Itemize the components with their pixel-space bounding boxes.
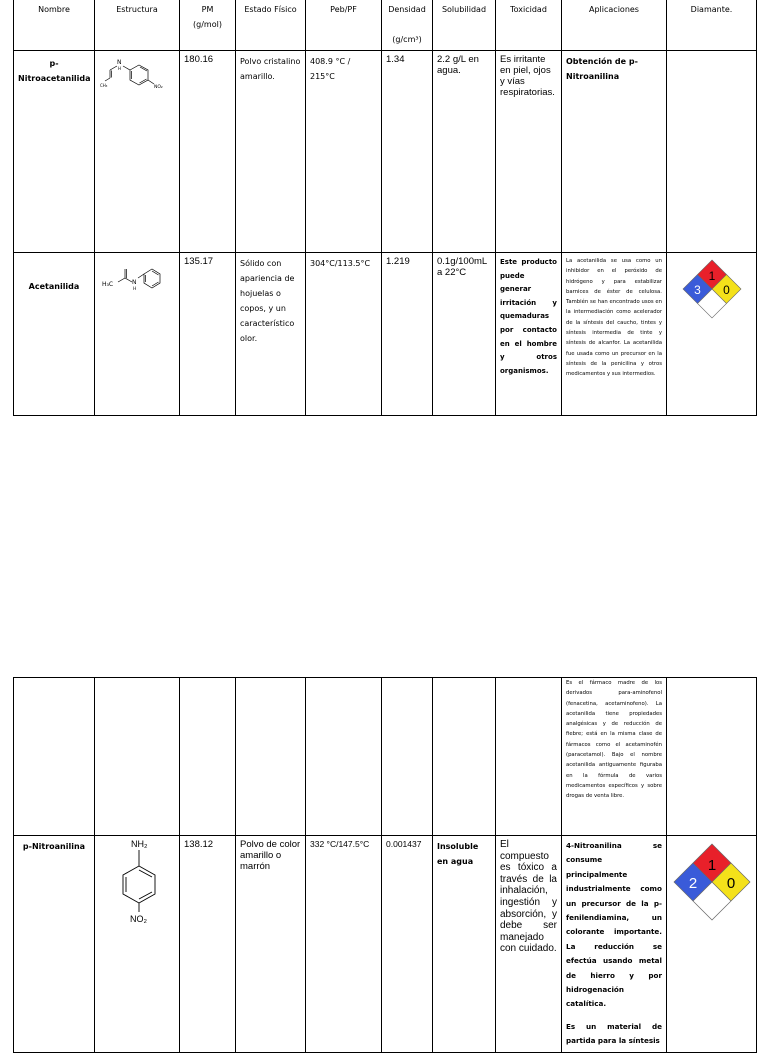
- diamante-cell: [667, 836, 757, 1053]
- header-pm: [180, 0, 236, 51]
- empty-cell: [14, 678, 95, 836]
- header-pm-label: PM: [201, 5, 214, 14]
- empty-cell: [496, 678, 562, 836]
- aplicaciones-cell: Obtención de p-Nitroanilina: [562, 51, 667, 253]
- no2-label: NO₂: [130, 914, 147, 924]
- pm-cell: 135.17: [180, 253, 236, 416]
- header-toxicidad: Toxicidad: [496, 0, 562, 51]
- aplicaciones-continued-cell: Es el fármaco madre de los derivados para-aminofenol (fenacetina, acetaminofeno). La acetanilida tiene propiedades analgésicas y de reducción de fiebre; está en la misma clase de fármacos como el acetaminofén (paracetamol). Bajo el nombre acetanilida antiguamente figuraba en la fórmula de varios medicamentos específicos y sobre drogas de venta libre.: [562, 678, 667, 836]
- nh-h-label: H: [133, 287, 137, 292]
- peb-cell: 408.9 °C / 215°C: [306, 51, 382, 253]
- estado-cell: Sólido con apariencia de hojuelas o copos, y un característico olor.: [236, 253, 306, 416]
- toxicidad-cell: El compuesto es tóxico a través de la inhalación, ingestión y absorción, y debe ser manejado con cuidado.: [496, 836, 562, 1053]
- nh-h-label: H: [118, 66, 122, 71]
- aplicaciones-paragraph-1: 4-Nitroanilina se consume principalmente industrialmente como un precursor de la p-fenilendiamina, un colorante importante. La reducción se efectúa usando metal de hierro y por hidrogenación catalítica.: [566, 841, 662, 1009]
- empty-cell: [667, 678, 757, 836]
- header-aplicaciones: Aplicaciones: [562, 0, 667, 51]
- p-nitroaniline-structure: [95, 836, 179, 928]
- densidad-cell: 0.001437: [382, 836, 433, 1053]
- row-acetanilida: [14, 253, 757, 416]
- h3c-label: H₃C: [102, 281, 114, 288]
- nh2-label: NH₂: [131, 839, 148, 849]
- nfpa-diamond: [679, 256, 745, 322]
- estado-cell: Polvo de color amarillo o marrón: [236, 836, 306, 1053]
- row-p-nitroacetanilida: [14, 51, 757, 253]
- nh-label: N: [117, 59, 122, 66]
- nombre-cell: p-Nitroacetanilida: [14, 51, 95, 253]
- row-acetanilida-continued: [14, 678, 757, 836]
- toxicidad-cell: Este producto puede generar irritación y quemaduras por contacto en el hombre y otros organismos.: [496, 253, 562, 416]
- structure-cell: [95, 253, 180, 416]
- compounds-table-top: [13, 0, 757, 416]
- peb-cell: 304°C/113.5°C: [306, 253, 382, 416]
- row-p-nitroanilina: [14, 836, 757, 1053]
- pm-cell: 138.12: [180, 836, 236, 1053]
- header-densidad-unit: (g/cm³): [392, 35, 422, 44]
- nfpa-diamond: [669, 839, 755, 925]
- acetanilide-structure: [98, 256, 176, 300]
- header-densidad: [382, 0, 433, 51]
- solubilidad-cell: 0.1g/100mL a 22°C: [433, 253, 496, 416]
- aplicaciones-cell: La acetanilida se usa como un inhibidor en el peróxido de hidrógeno y para estabilizar barnices de éster de celulosa. También se han encontrado usos en la intermediación como acelerador de la síntesis del caucho, tintes y síntesis intermedia de tinte y síntesis de alcanfor. La acetanilida fue usada como un precursor en la síntesis de la penicilina y otros medicamentos y sus intermedios.: [562, 253, 667, 416]
- header-solubilidad: Solubilidad: [433, 0, 496, 51]
- nfpa-health-value: 3: [693, 283, 701, 297]
- estado-cell: Polvo cristalino amarillo.: [236, 51, 306, 253]
- header-row: [14, 0, 757, 51]
- empty-cell: [433, 678, 496, 836]
- structure-cell: [95, 51, 180, 253]
- nfpa-reactivity-value: 0: [722, 283, 730, 297]
- structure-cell: [95, 836, 180, 1053]
- densidad-cell: 1.219: [382, 253, 433, 416]
- header-pm-unit: (g/mol): [193, 20, 222, 29]
- solubilidad-cell: Insoluble en agua: [433, 836, 496, 1053]
- nfpa-health-value: 2: [688, 875, 697, 892]
- p-nitroacetanilide-structure: [98, 54, 176, 100]
- no2-label: NO₂: [154, 85, 163, 90]
- header-peb: Peb/PF: [306, 0, 382, 51]
- empty-cell: [180, 678, 236, 836]
- nfpa-fire-value: 1: [707, 857, 716, 874]
- nh-label: N: [132, 279, 137, 286]
- aplicaciones-cell: [562, 836, 667, 1053]
- header-diamante: Diamante.: [667, 0, 757, 51]
- diamante-cell: [667, 253, 757, 416]
- header-densidad-label: Densidad: [388, 5, 426, 14]
- aplicaciones-paragraph-2: Es un material de partida para la síntesis: [566, 1021, 662, 1046]
- nfpa-fire-value: 1: [708, 269, 715, 283]
- empty-cell: [382, 678, 433, 836]
- compounds-table-bottom: [13, 677, 757, 1053]
- peb-cell: 332 °C/147.5°C: [306, 836, 382, 1053]
- header-estructura: Estructura: [95, 0, 180, 51]
- toxicidad-cell: Es irritante en piel, ojos y vías respiratorias.: [496, 51, 562, 253]
- densidad-cell: 1.34: [382, 51, 433, 253]
- nombre-cell: p-Nitroanilina: [14, 836, 95, 1053]
- solubilidad-cell: 2.2 g/L en agua.: [433, 51, 496, 253]
- ch3-label: CH₃: [100, 83, 108, 88]
- nombre-cell: Acetanilida: [14, 253, 95, 416]
- pm-cell: 180.16: [180, 51, 236, 253]
- diamante-cell: [667, 51, 757, 253]
- empty-cell: [306, 678, 382, 836]
- header-nombre: Nombre: [14, 0, 95, 51]
- nfpa-reactivity-value: 0: [726, 875, 735, 892]
- empty-cell: [95, 678, 180, 836]
- empty-cell: [236, 678, 306, 836]
- header-estado: Estado Físico: [236, 0, 306, 51]
